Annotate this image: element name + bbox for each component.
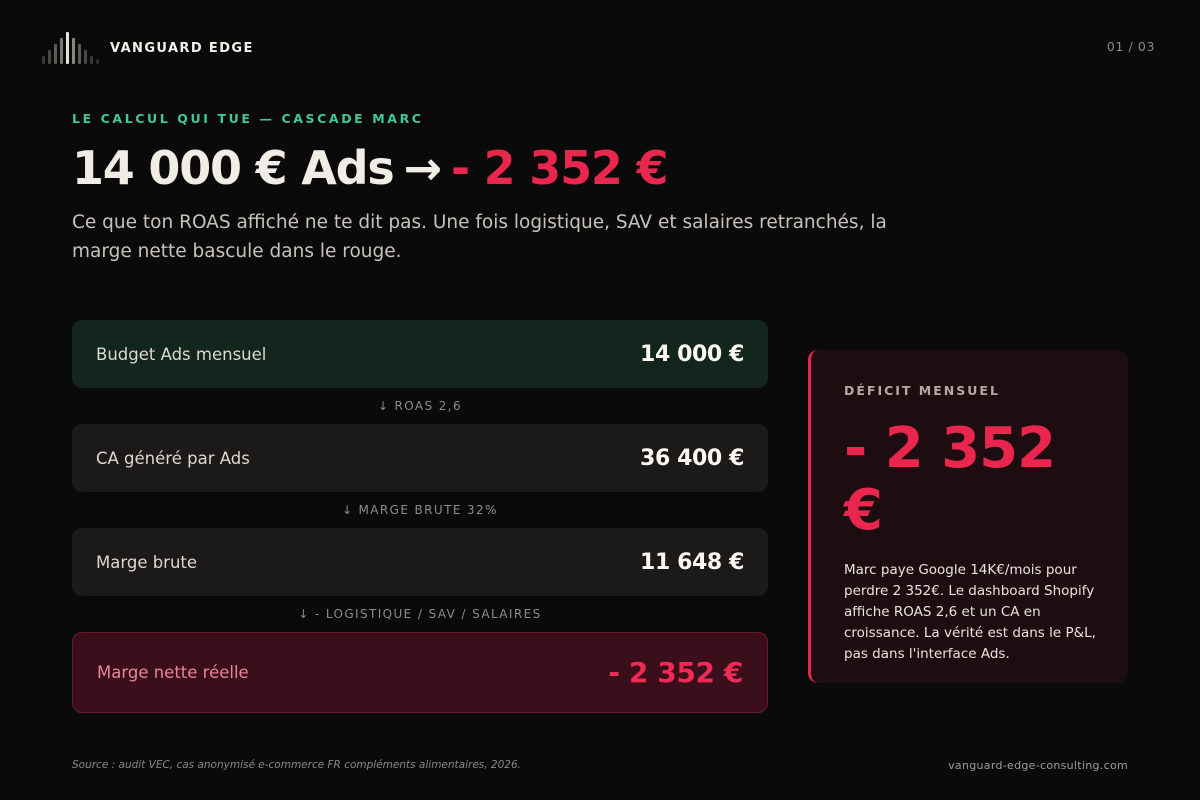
cascade-step-gross-margin bbox=[72, 503, 768, 517]
cascade-step-label: MARGE BRUTE 32% bbox=[358, 503, 498, 517]
cascade-row-value: 14 000 € bbox=[640, 341, 744, 367]
cascade-row-label: Marge nette réelle bbox=[97, 663, 249, 682]
cascade-row-gross-margin bbox=[72, 528, 768, 596]
cascade-step-label: - LOGISTIQUE / SAV / SALAIRES bbox=[314, 607, 542, 621]
arrow-down-icon: ↓ bbox=[342, 503, 354, 517]
cascade-row-label: CA généré par Ads bbox=[96, 448, 250, 468]
cascade-row-budget bbox=[72, 320, 768, 388]
eyebrow-label: LE CALCUL QUI TUE — CASCADE MARC bbox=[72, 111, 424, 126]
headline-result: - 2 352 € bbox=[450, 141, 668, 195]
source-note: Source : audit VEC, cas anonymisé e-commerce FR compléments alimentaires, 2026. bbox=[72, 759, 521, 771]
brand-name: VANGUARD EDGE bbox=[110, 41, 254, 56]
cascade-step-costs bbox=[72, 607, 768, 621]
deficit-card bbox=[808, 350, 1128, 683]
headline-budget: 14 000 € Ads bbox=[72, 141, 394, 195]
cascade-row-revenue bbox=[72, 424, 768, 492]
page-title bbox=[72, 138, 667, 198]
cascade-row-label: Marge brute bbox=[96, 552, 198, 572]
arrow-down-icon: ↓ bbox=[298, 607, 310, 621]
deficit-description: Marc paye Google 14K€/mois pour perdre 2 352€. Le dashboard Shopify affiche ROAS 2,6 et un CA en croissance. La vérité est dans le P&L, pas dans l'interface Ads. bbox=[844, 562, 1096, 662]
lead-paragraph: Ce que ton ROAS affiché ne te dit pas. Une fois logistique, SAV et salaires retranchés, la marge nette bascule dans le rouge. bbox=[72, 212, 887, 262]
website-link[interactable]: vanguard-edge-consulting.com bbox=[948, 759, 1128, 772]
cascade-row-value: 11 648 € bbox=[640, 549, 744, 575]
cascade-row-label: Budget Ads mensuel bbox=[96, 344, 267, 364]
cascade-row-value: 36 400 € bbox=[640, 445, 744, 471]
equalizer-bars-logo-icon bbox=[42, 32, 99, 64]
page-indicator: 01 / 03 bbox=[1106, 39, 1155, 54]
cascade-step-label: ROAS 2,6 bbox=[394, 399, 462, 413]
cascade-row-value: - 2 352 € bbox=[608, 656, 743, 689]
arrow-down-icon: ↓ bbox=[378, 399, 390, 413]
deficit-value: - 2 352 € bbox=[844, 416, 1056, 543]
deficit-label: DÉFICIT MENSUEL bbox=[844, 383, 1000, 398]
right-arrow-icon: → bbox=[403, 141, 441, 195]
cascade-step-roas bbox=[72, 399, 768, 413]
cascade-row-net-margin bbox=[72, 632, 768, 713]
